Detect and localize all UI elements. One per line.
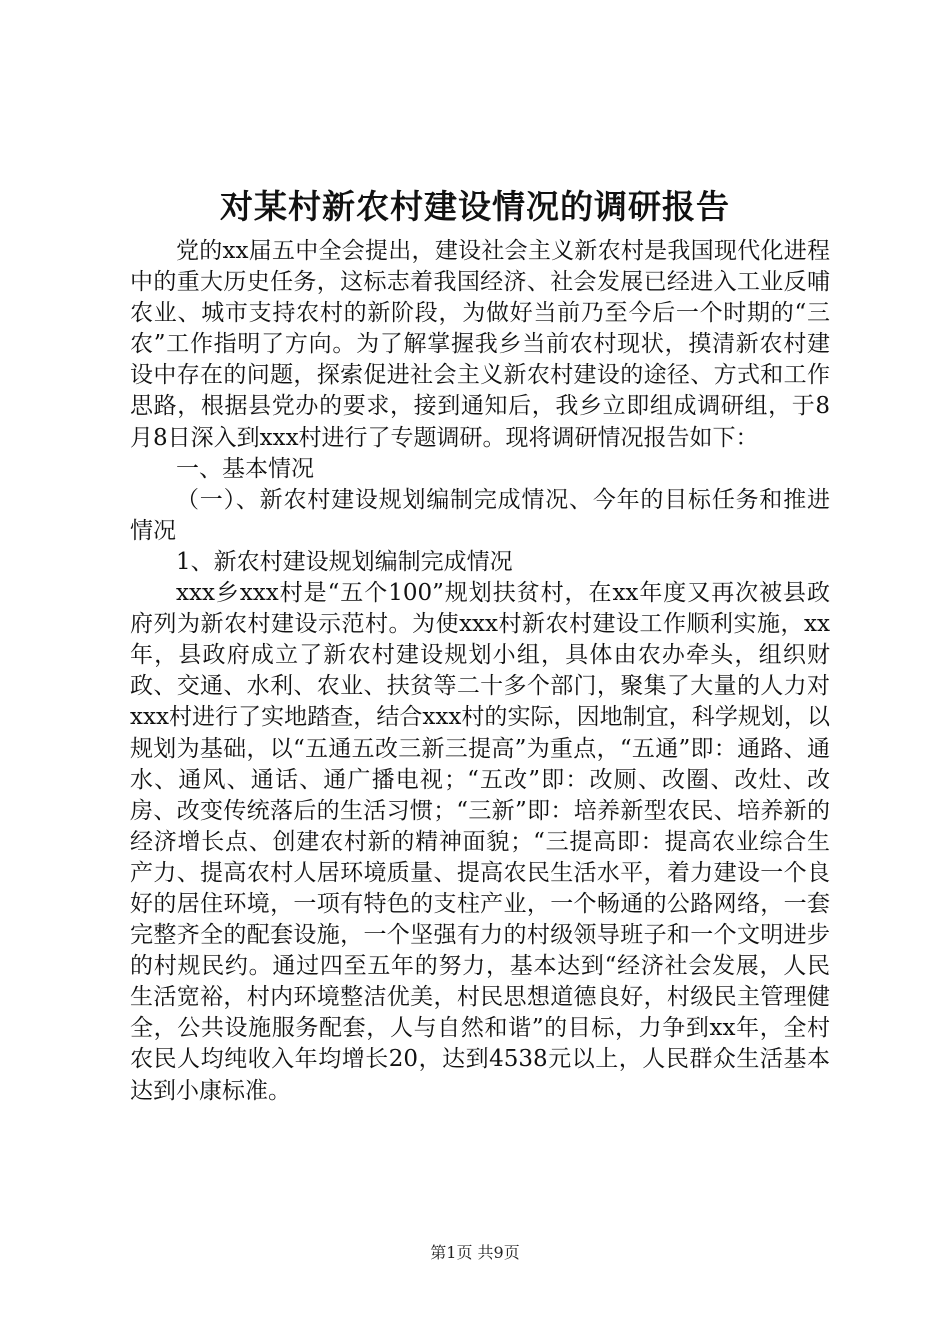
paragraph-plan-details: xxx乡xxx村是“五个100”规划扶贫村，在xx年度又再次被县政府列为新农村建设示范村。为使xxx村新农村建设工作顺利实施，xx年，县政府成立了新农村建设规划小组，具体由农办牵头，组织财政、交通、水利、农业、扶贫等二十多个部门，聚集了大量的人力对xxx村进行了实地踏查，结合xxx村的实际，因地制宜，科学规划，以规划为基础，以“五通五改三新三提高”为重点，“五通”即：通路、通水、通风、通话、通广播电视；“五改”即：改厕、改圈、改灶、改房、改变传统落后的生活习惯；“三新”即：培养新型农民、培养新的经济增长点、创建农村新的精神面貌；“三提高即：提高农业综合生产力、提高农村人居环境质量、提高农民生活水平，着力建设一个良好的居住环境，一项有特色的支柱产业，一个畅通的公路网络，一套完整齐全的配套设施，一个坚强有力的村级领导班子和一个文明进步的村规民约。通过四至五年的努力，基本达到“经济社会发展，人民生活宽裕，村内环境整洁优美，村民思想道德良好，村级民主管理健全，公共设施服务配套，人与自然和谐”的目标，力争到xx年，全村农民人均纯收入年均增长20，达到4538元以上，人民群众生活基本达到小康标准。 [130,580,830,1104]
page-number-footer: 第1页 共9页 [430,1243,520,1262]
item-heading-plan-status: 1、新农村建设规划编制完成情况 [176,548,513,575]
document-title: 对某村新农村建设情况的调研报告 [220,187,730,226]
document-body [130,236,830,1107]
subsection-heading-plan: （一）、新农村建设规划编制完成情况、今年的目标任务和推进情况 [130,486,830,544]
section-heading-basic: 一、基本情况 [176,455,314,482]
paragraph-intro: 党的xx届五中全会提出，建设社会主义新农村是我国现代化进程中的重大历史任务，这标志着我国经济、社会发展已经进入工业反哺农业、城市支持农村的新阶段，为做好当前乃至今后一个时期的“三农”工作指明了方向。为了解掌握我乡当前农村现状，摸清新农村建设中存在的问题，探索促进社会主义新农村建设的途径、方式和工作思路，根据县党办的要求，接到通知后，我乡立即组成调研组，于8月8日深入到xxx村进行了专题调研。现将调研情况报告如下： [130,238,830,451]
